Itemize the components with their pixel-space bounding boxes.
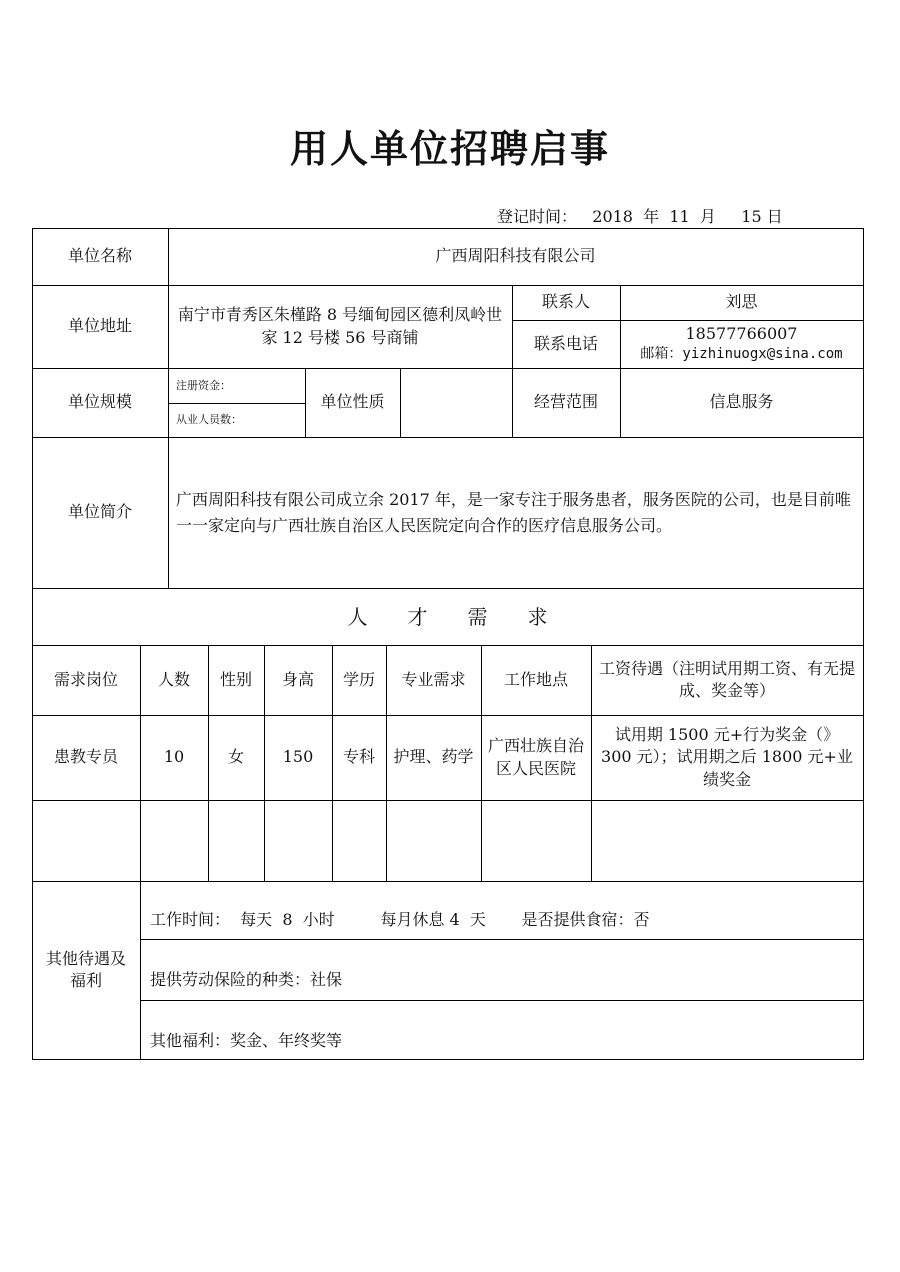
intro-text: 广西周阳科技有限公司成立余 2017 年，是一家专注于服务患者，服务医院的公司，也是目前唯一一家定向与广西壮族自治区人民医院定向合作的医疗信息服务公司。 bbox=[176, 489, 851, 535]
row-major: 护理、药学 bbox=[393, 747, 474, 767]
address-label: 单位地址 bbox=[67, 316, 132, 336]
header-major: 专业需求 bbox=[401, 669, 466, 689]
page-title: 用人单位招聘启事 bbox=[289, 126, 610, 171]
row-gender: 女 bbox=[227, 747, 244, 767]
grid-line bbox=[32, 800, 864, 801]
staff-label: 从业人员数： bbox=[176, 413, 242, 427]
contact-name: 刘思 bbox=[725, 292, 758, 312]
contact-label: 联系人 bbox=[541, 292, 590, 312]
row-height: 150 bbox=[282, 747, 314, 767]
capital-label: 注册资金： bbox=[176, 378, 231, 392]
talent-section-title: 人才需求 bbox=[347, 604, 588, 629]
benefits-label: 其他待遇及福利 bbox=[45, 948, 126, 990]
address: 南宁市青秀区朱槿路 8 号缅甸园区德利凤岭世家 12 号楼 56 号商铺 bbox=[177, 305, 503, 347]
grid-line bbox=[863, 228, 864, 1060]
work-time: 工作时间： 每天 8 小时 每月休息 4 天 是否提供食宿：否 bbox=[150, 909, 650, 929]
row-position: 患教专员 bbox=[53, 747, 118, 767]
header-height: 身高 bbox=[281, 669, 314, 689]
company-name: 广西周阳科技有限公司 bbox=[435, 246, 596, 266]
contact-info bbox=[620, 320, 863, 368]
scope-label: 经营范围 bbox=[533, 392, 598, 412]
row-location: 广西壮族自治区人民医院 bbox=[487, 736, 584, 778]
header-gender: 性别 bbox=[219, 669, 252, 689]
scope-value: 信息服务 bbox=[709, 392, 774, 412]
intro-label: 单位简介 bbox=[67, 502, 132, 522]
header-salary: 工资待遇（注明试用期工资、有无提成、奖金等） bbox=[598, 658, 855, 700]
email: 邮箱：yizhinuogx@sina.com bbox=[640, 346, 843, 363]
nature-label: 单位性质 bbox=[320, 392, 385, 412]
phone-label: 联系电话 bbox=[533, 333, 598, 353]
phone-number: 18577766007 bbox=[685, 324, 798, 343]
row-education: 专科 bbox=[342, 747, 375, 767]
row-salary: 试用期 1500 元+行为奖金（》300 元）；试用期之后 1800 元+业绩奖金 bbox=[601, 724, 853, 789]
other-benefits: 其他福利：奖金、年终奖等 bbox=[150, 1031, 343, 1051]
header-count: 人数 bbox=[157, 669, 190, 689]
insurance: 提供劳动保险的种类：社保 bbox=[150, 970, 343, 990]
header-location: 工作地点 bbox=[503, 669, 568, 689]
row-count: 10 bbox=[163, 747, 185, 767]
nature-value bbox=[400, 368, 512, 437]
header-position: 需求岗位 bbox=[53, 669, 118, 689]
company-name-label: 单位名称 bbox=[67, 246, 132, 266]
grid-line bbox=[591, 645, 592, 881]
register-date: 登记时间： 2018 年 11 月 15 日 bbox=[497, 207, 783, 226]
scale-label: 单位规模 bbox=[67, 392, 132, 412]
header-education: 学历 bbox=[342, 669, 375, 689]
grid-line bbox=[32, 1059, 864, 1060]
